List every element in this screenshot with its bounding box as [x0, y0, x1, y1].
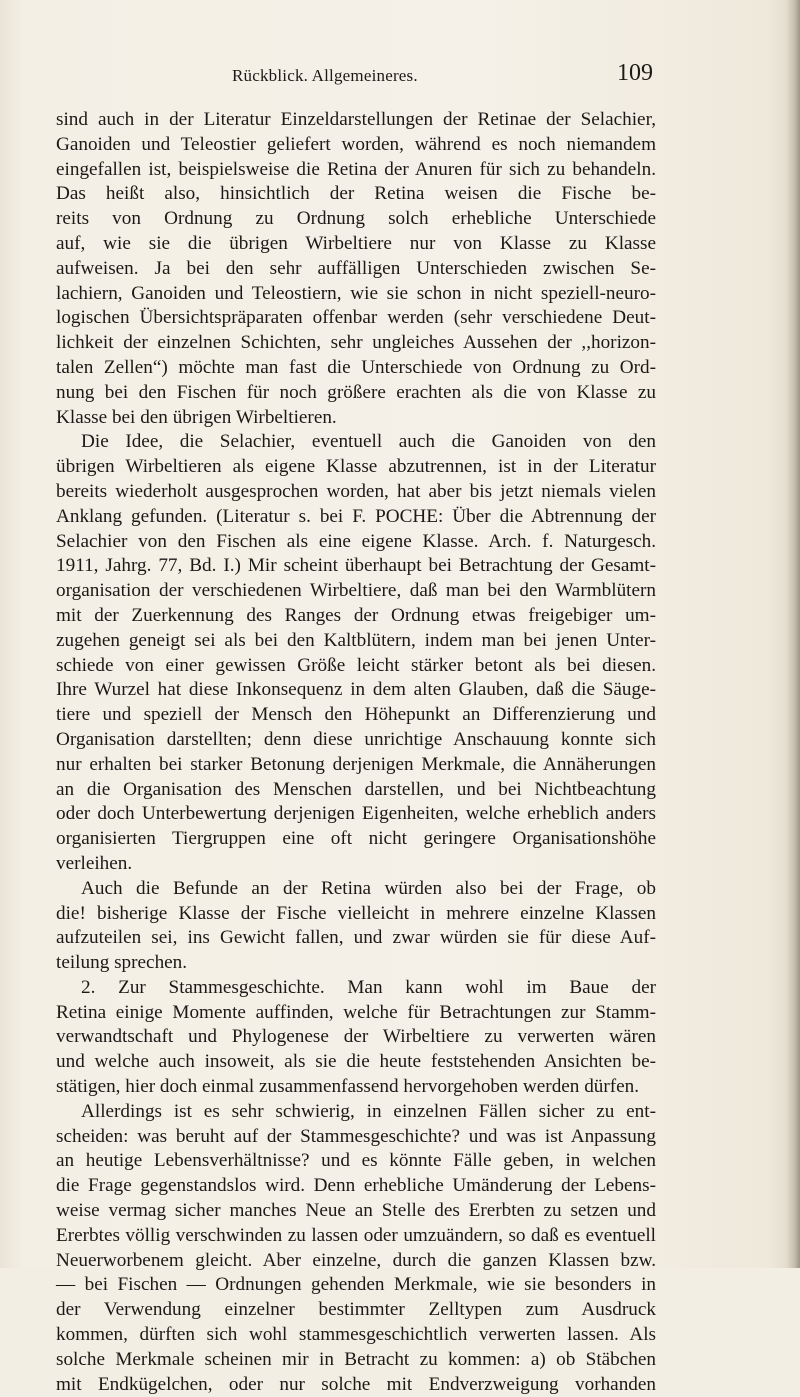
text-line: Ererbtes völlig verschwinden zu lassen oder umzuändern, so daß es eventuell — [56, 1224, 656, 1246]
text-line: mit Endkügelchen, oder nur solche mit Endverzweigung vorhanden — [56, 1373, 656, 1395]
text-line: 1911, Jahrg. 77, Bd. I.) Mir scheint überhaupt bei Betrachtung der Gesamt- — [56, 555, 656, 577]
text-line: verwandtschaft und Phylogenese der Wirbeltiere zu verwerten wären — [56, 1026, 656, 1048]
text-line: an heutige Lebensverhältnisse? und es könnte Fälle geben, in welchen — [56, 1150, 656, 1172]
text-line: weise vermag sicher manches Neue an Stelle des Ererbten zu setzen und — [56, 1200, 656, 1222]
text-line: bereits wiederholt ausgesprochen worden, hat aber bis jetzt niemals vielen — [56, 480, 656, 502]
text-line: Organisation darstellten; denn diese unrichtige Anschauung konnte sich — [56, 728, 656, 750]
text-line: reits von Ordnung zu Ordnung solch erhebliche Unterschiede — [56, 208, 656, 230]
text-line: die Frage gegenstandslos wird. Denn erhebliche Umänderung der Lebens- — [56, 1175, 656, 1197]
text-line: übrigen Wirbeltieren als eigene Klasse abzutrennen, ist in der Literatur — [56, 456, 656, 478]
text-line: scheiden: was beruht auf der Stammesgeschichte? und was ist Anpassung — [56, 1125, 656, 1147]
body-text — [56, 108, 656, 1397]
text-line: lichkeit der einzelnen Schichten, sehr ungleiches Aussehen der ,,horizon- — [56, 332, 656, 354]
text-line: oder doch Unterbewertung derjenigen Eigenheiten, welche erheblich anders — [56, 803, 656, 825]
text-line: Ihre Wurzel hat diese Inkonsequenz in dem alten Glauben, daß die Säuge- — [56, 679, 656, 701]
text-line: Allerdings ist es sehr schwierig, in einzelnen Fällen sicher zu ent- — [81, 1100, 656, 1122]
text-line: teilung sprechen. — [56, 952, 188, 974]
page-number: 109 — [617, 60, 653, 86]
text-line: auf, wie sie die übrigen Wirbeltiere nur von Klasse zu Klasse — [56, 232, 656, 254]
text-line: Neuerworbenem gleicht. Aber einzelne, durch die ganzen Klassen bzw. — [56, 1249, 656, 1271]
text-line: Ganoiden und Teleostier geliefert worden, während es noch niemandem — [56, 133, 656, 155]
text-line: — bei Fischen — Ordnungen gehenden Merkmale, wie sie besonders in — [56, 1274, 656, 1296]
text-line: stätigen, hier doch einmal zusammenfassend hervorgehoben werden dürfen. — [56, 1076, 640, 1098]
text-line: eingefallen ist, beispielsweise die Retina der Anuren für sich zu behandeln. — [56, 158, 656, 180]
text-line: zugehen geneigt sei als bei den Kaltblütern, indem man bei jenen Unter- — [56, 629, 656, 651]
text-line: Retina einige Momente auffinden, welche für Betrachtungen zur Stamm- — [56, 1001, 656, 1023]
text-line: verleihen. — [56, 852, 133, 874]
text-line: organisierten Tiergruppen eine oft nicht geringere Organisationshöhe — [56, 828, 656, 850]
text-line: solche Merkmale scheinen mir in Betracht zu kommen: a) ob Stäbchen — [56, 1348, 656, 1370]
text-line: schiede von einer gewissen Größe leicht stärker betont als bei diesen. — [56, 654, 656, 676]
text-line: organisation der verschiedenen Wirbeltiere, daß man bei den Warmblütern — [56, 580, 656, 602]
text-line: talen Zellen“) möchte man fast die Unterschiede von Ordnung zu Ord- — [56, 356, 656, 378]
running-head: Rückblick. Allgemeineres. — [232, 66, 418, 85]
text-line: kommen, dürften sich wohl stammesgeschichtlich verwerten lassen. Als — [56, 1324, 656, 1346]
text-line: Selachier von den Fischen als eine eigene Klasse. Arch. f. Naturgesch. — [56, 530, 656, 552]
text-line: logischen Übersichtspräparaten offenbar werden (sehr verschiedene Deut- — [56, 307, 656, 329]
text-line: der Verwendung einzelner bestimmter Zelltypen zum Ausdruck — [56, 1299, 656, 1321]
text-line: Klasse bei den übrigen Wirbeltieren. — [56, 406, 337, 428]
page-edge-shadow — [786, 0, 800, 1268]
text-line: aufweisen. Ja bei den sehr auffälligen Unterschieden zwischen Se- — [56, 257, 656, 279]
text-line: und welche auch insoweit, als sie die heute feststehenden Ansichten be- — [56, 1051, 656, 1073]
text-line: die! bisherige Klasse der Fische vielleicht in mehrere einzelne Klassen — [56, 902, 656, 924]
page-header — [56, 60, 656, 92]
text-line: nur erhalten bei starker Betonung derjenigen Merkmale, die Annäherungen — [56, 753, 656, 775]
text-line: nung bei den Fischen für noch größere erachten als die von Klasse zu — [56, 381, 656, 403]
text-line: Das heißt also, hinsichtlich der Retina weisen die Fische be- — [56, 183, 656, 205]
text-line: tiere und speziell der Mensch den Höhepunkt an Differenzierung und — [56, 704, 656, 726]
text-line: an die Organisation des Menschen darstellen, und bei Nichtbeachtung — [56, 778, 656, 800]
text-line: aufzuteilen sei, ins Gewicht fallen, und zwar würden sie für diese Auf- — [56, 927, 656, 949]
text-line: 2. Zur Stammesgeschichte. Man kann wohl im Baue der — [81, 976, 656, 998]
text-line: Auch die Befunde an der Retina würden also bei der Frage, ob — [81, 877, 656, 899]
text-line: Die Idee, die Selachier, eventuell auch die Ganoiden von den — [81, 431, 656, 453]
text-line: lachiern, Ganoiden und Teleostiern, wie sie schon in nicht speziell-neuro- — [56, 282, 656, 304]
text-line: mit der Zuerkennung des Ranges der Ordnung etwas freigebiger um- — [56, 604, 656, 626]
text-line: sind auch in der Literatur Einzeldarstellungen der Retinae der Selachier, — [56, 109, 656, 130]
text-line: Anklang gefunden. (Literatur s. bei F. POCHE: Über die Abtrennung der — [56, 505, 656, 527]
